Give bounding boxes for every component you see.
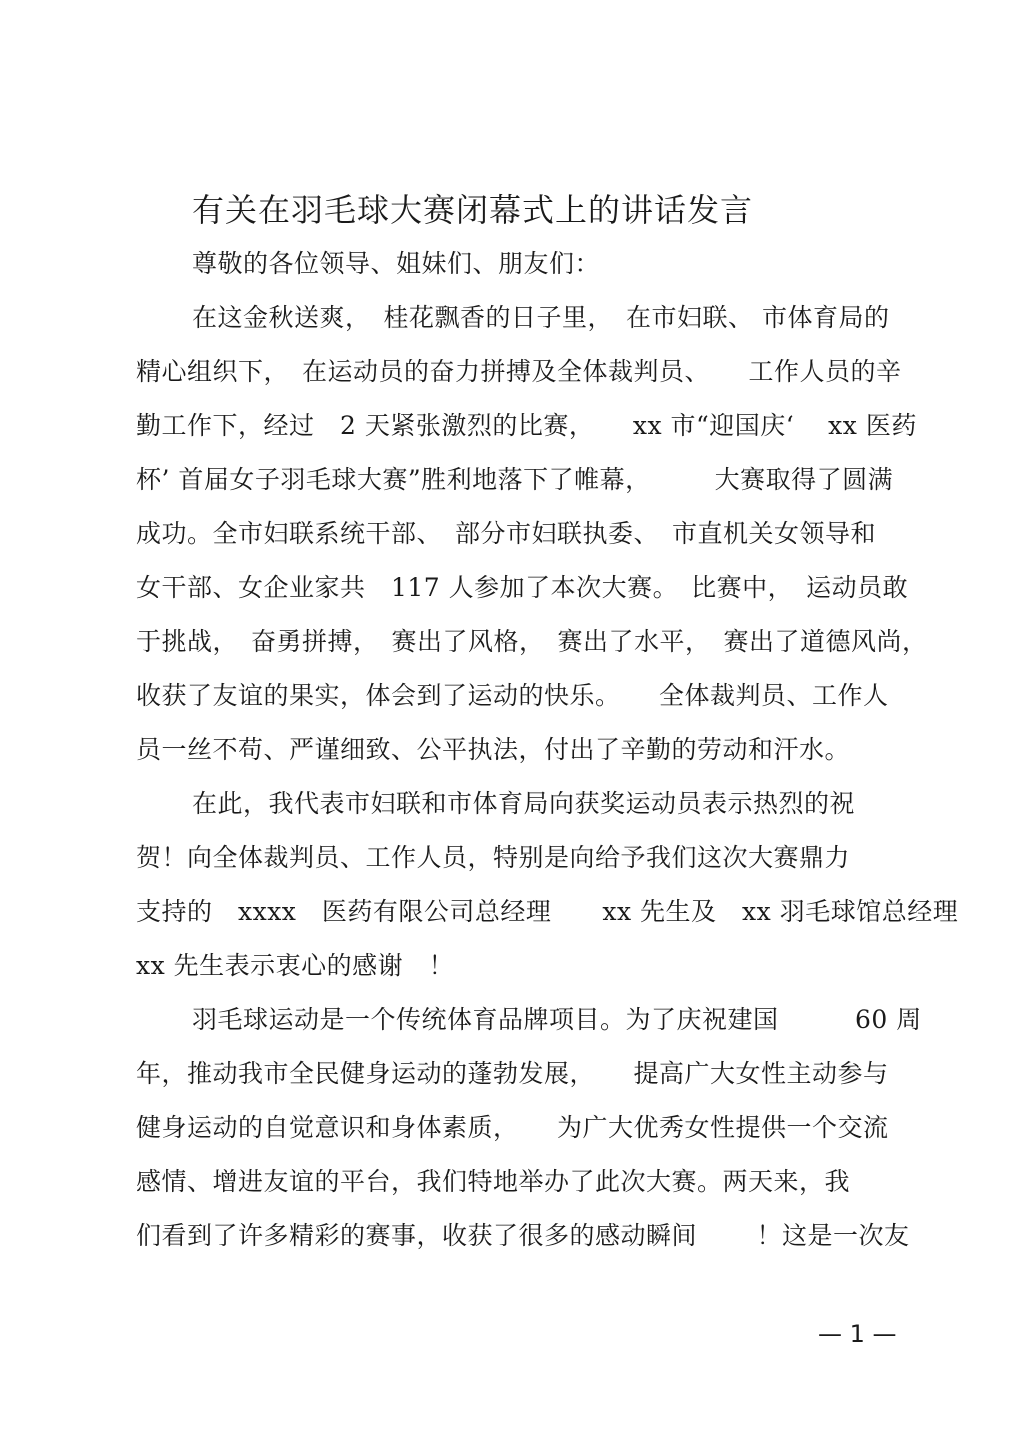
paragraph-line: 羽毛球运动是一个传统体育品牌项目。为了庆祝建国 60 周 <box>192 1005 922 1034</box>
paragraph-line: 女干部、女企业家共 117 人参加了本次大赛。 比赛中， 运动员敢 <box>136 573 909 602</box>
document-title: 有关在羽毛球大赛闭幕式上的讲话发言 <box>192 191 754 229</box>
paragraph-line: 勤工作下，经过 2 天紧张激烈的比赛， xx 市“迎国庆‘ xx 医药 <box>136 411 917 440</box>
page-number: — 1 — <box>818 1320 897 1348</box>
paragraph-line: 支持的 xxxx 医药有限公司总经理 xx 先生及 xx 羽毛球馆总经理 <box>136 897 959 926</box>
paragraph-line: 在这金秋送爽， 桂花飘香的日子里， 在市妇联、 市体育局的 <box>192 303 890 332</box>
paragraph-line: 们看到了许多精彩的赛事，收获了很多的感动瞬间 ！这是一次友 <box>136 1221 910 1250</box>
paragraph-line: 于挑战， 奋勇拼搏， 赛出了风格， 赛出了水平， 赛出了道德风尚， <box>136 627 928 656</box>
salutation: 尊敬的各位领导、姐妹们、朋友们： <box>192 249 601 278</box>
paragraph-line: 年，推动我市全民健身运动的蓬勃发展， 提高广大女性主动参与 <box>136 1059 889 1088</box>
paragraph-line: xx 先生表示衷心的感谢 ！ <box>136 951 455 980</box>
paragraph-line: 健身运动的自觉意识和身体素质， 为广大优秀女性提供一个交流 <box>136 1113 889 1142</box>
paragraph-line: 杯’ 首届女子羽毛球大赛”胜利地落下了帷幕， 大赛取得了圆满 <box>136 465 894 494</box>
paragraph-line: 在此，我代表市妇联和市体育局向获奖运动员表示热烈的祝 <box>192 789 856 818</box>
paragraph-line: 收获了友谊的果实，体会到了运动的快乐。 全体裁判员、工作人 <box>136 681 889 710</box>
paragraph-line: 精心组织下， 在运动员的奋力拼搏及全体裁判员、 工作人员的辛 <box>136 357 902 386</box>
paragraph-line: 成功。全市妇联系统干部、 部分市妇联执委、 市直机关女领导和 <box>136 519 877 548</box>
paragraph-line: 贺！向全体裁判员、工作人员，特别是向给予我们这次大赛鼎力 <box>136 843 851 872</box>
paragraph-line: 感情、增进友谊的平台，我们特地举办了此次大赛。两天来，我 <box>136 1167 851 1196</box>
paragraph-line: 员一丝不苟、严谨细致、公平执法，付出了辛勤的劳动和汗水。 <box>136 735 851 764</box>
